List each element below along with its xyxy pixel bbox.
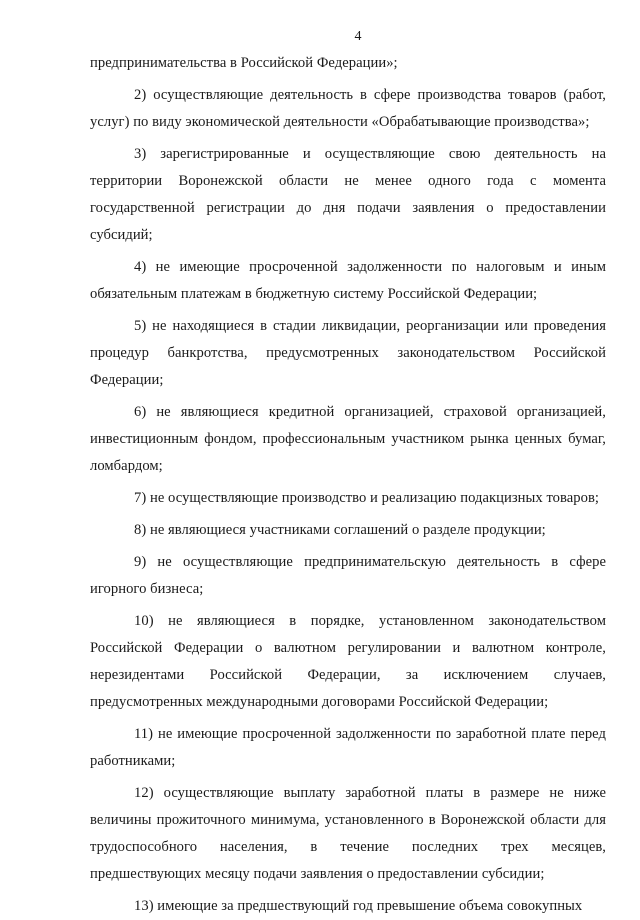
paragraph-item-6: 6) не являющиеся кредитной организацией, страховой организацией, инвестиционным фондом, профессиональным участником рынка ценных бумаг, ломбардом;: [90, 404, 606, 474]
paragraph-item-11: 11) не имеющие просроченной задолженности по заработной плате перед работниками;: [90, 726, 606, 769]
paragraph-item-9: 9) не осуществляющие предпринимательскую деятельность в сфере игорного бизнеса;: [90, 554, 606, 597]
paragraph-continuation: предпринимательства в Российской Федерации»;: [90, 55, 398, 71]
paragraph-item-10: 10) не являющиеся в порядке, установленном законодательством Российской Федерации о валютном регулировании и валютном контроле, нерезидентами Российской Федерации, за исключением случаев, предусмотренных международными договорами Российской Федерации;: [90, 613, 606, 710]
paragraph-item-5: 5) не находящиеся в стадии ликвидации, реорганизации или проведения процедур банкротства, предусмотренных законодательством Российской Федерации;: [90, 318, 606, 388]
paragraph-item-12: 12) осуществляющие выплату заработной платы в размере не ниже величины прожиточного минимума, установленного в Воронежской области для трудоспособного населения, в течение последних трех месяцев, предшествующих месяцу подачи заявления о предоставлении субсидии;: [90, 785, 606, 882]
paragraph-item-3: 3) зарегистрированные и осуществляющие свою деятельность на территории Воронежской области не менее одного года с момента государственной регистрации до дня подачи заявления о предоставлении субсидий;: [90, 146, 606, 243]
paragraph-item-2: 2) осуществляющие деятельность в сфере производства товаров (работ, услуг) по виду экономической деятельности «Обрабатывающие производства»;: [90, 87, 606, 130]
paragraph-item-8: 8) не являющиеся участниками соглашений о разделе продукции;: [134, 522, 546, 538]
paragraph-item-13: 13) имеющие за предшествующий год превышение объема совокупных: [134, 898, 583, 914]
paragraph-item-7: 7) не осуществляющие производство и реализацию подакцизных товаров;: [134, 490, 600, 506]
paragraph-item-4: 4) не имеющие просроченной задолженности по налоговым и иным обязательным платежам в бюджетную систему Российской Федерации;: [90, 259, 606, 302]
page-number: 4: [354, 29, 362, 44]
